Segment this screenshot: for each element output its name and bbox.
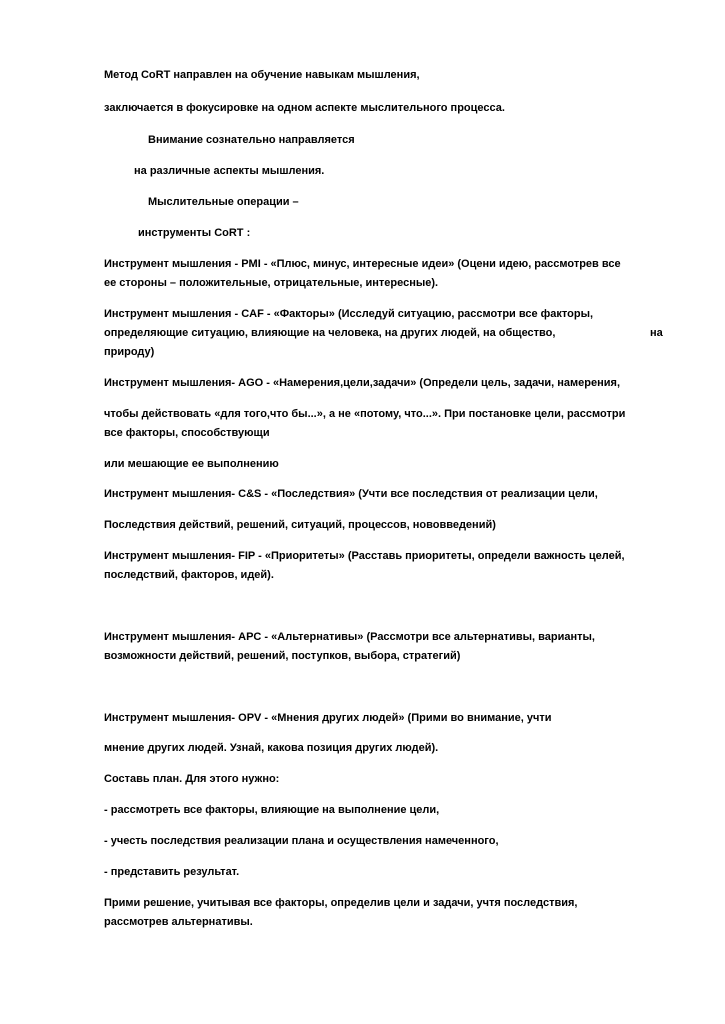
tool-cs-line-1: Инструмент мышления- C&S - «Последствия» (Учти все последствия от реализации цели, xyxy=(104,488,598,500)
plan-item-1: - рассмотреть все факторы, влияющие на выполнение цели, xyxy=(104,804,440,816)
tool-ago-line-2: чтобы действовать «для того,что бы...», а не «потому, что...». При постановке цели, рассмотри xyxy=(104,408,626,420)
tool-caf-line-2-end: на xyxy=(650,327,663,339)
tool-apc-line-2: возможности действий, решений, поступков, выбора, стратегий) xyxy=(104,650,461,662)
tool-caf-line-3: природу) xyxy=(104,346,155,358)
tool-caf-line-2: определяющие ситуацию, влияющие на человека, на других людей, на общество, xyxy=(104,327,556,339)
tool-ago-line-3: все факторы, способствующи xyxy=(104,427,270,439)
intro-line-5: Мыслительные операции – xyxy=(148,196,299,208)
plan-heading: Составь план. Для этого нужно: xyxy=(104,773,280,785)
tool-fip-line-2: последствий, факторов, идей). xyxy=(104,569,274,581)
plan-item-2: - учесть последствия реализации плана и осуществления намеченного, xyxy=(104,835,499,847)
tool-cs-line-2: Последствия действий, решений, ситуаций, процессов, нововведений) xyxy=(104,519,496,531)
intro-line-4: на различные аспекты мышления. xyxy=(134,165,325,177)
intro-line-6: инструменты CoRT : xyxy=(138,227,251,239)
intro-line-2: заключается в фокусировке на одном аспекте мыслительного процесса. xyxy=(104,102,505,114)
plan-item-3: - представить результат. xyxy=(104,866,240,878)
tool-ago-line-1: Инструмент мышления- AGO - «Намерения,цели,задачи» (Определи цель, задачи, намерения, xyxy=(104,377,621,389)
tool-opv-line-2: мнение других людей. Узнай, какова позиция других людей). xyxy=(104,742,439,754)
intro-line-1: Метод CoRT направлен на обучение навыкам мышления, xyxy=(104,69,420,81)
tool-pmi-line-1: Инструмент мышления - PMI - «Плюс, минус, интересные идеи» (Оцени идею, рассмотрев все xyxy=(104,258,621,270)
tool-pmi-line-2: ее стороны – положительные, отрицательные, интересные). xyxy=(104,277,439,289)
conclusion-line-1: Прими решение, учитывая все факторы, определив цели и задачи, учтя последствия, xyxy=(104,897,578,909)
tool-opv-line-1: Инструмент мышления- OPV - «Мнения других людей» (Прими во внимание, учти xyxy=(104,712,552,724)
conclusion-line-2: рассмотрев альтернативы. xyxy=(104,916,253,928)
tool-caf-line-1: Инструмент мышления - CAF - «Факторы» (Исследуй ситуацию, рассмотри все факторы, xyxy=(104,308,594,320)
tool-ago-line-4: или мешающие ее выполнению xyxy=(104,458,279,470)
intro-line-3: Внимание сознательно направляется xyxy=(148,134,355,146)
tool-apc-line-1: Инструмент мышления- APC - «Альтернативы» (Рассмотри все альтернативы, варианты, xyxy=(104,631,595,643)
tool-fip-line-1: Инструмент мышления- FIP - «Приоритеты» (Расставь приоритеты, определи важность целей, xyxy=(104,550,625,562)
